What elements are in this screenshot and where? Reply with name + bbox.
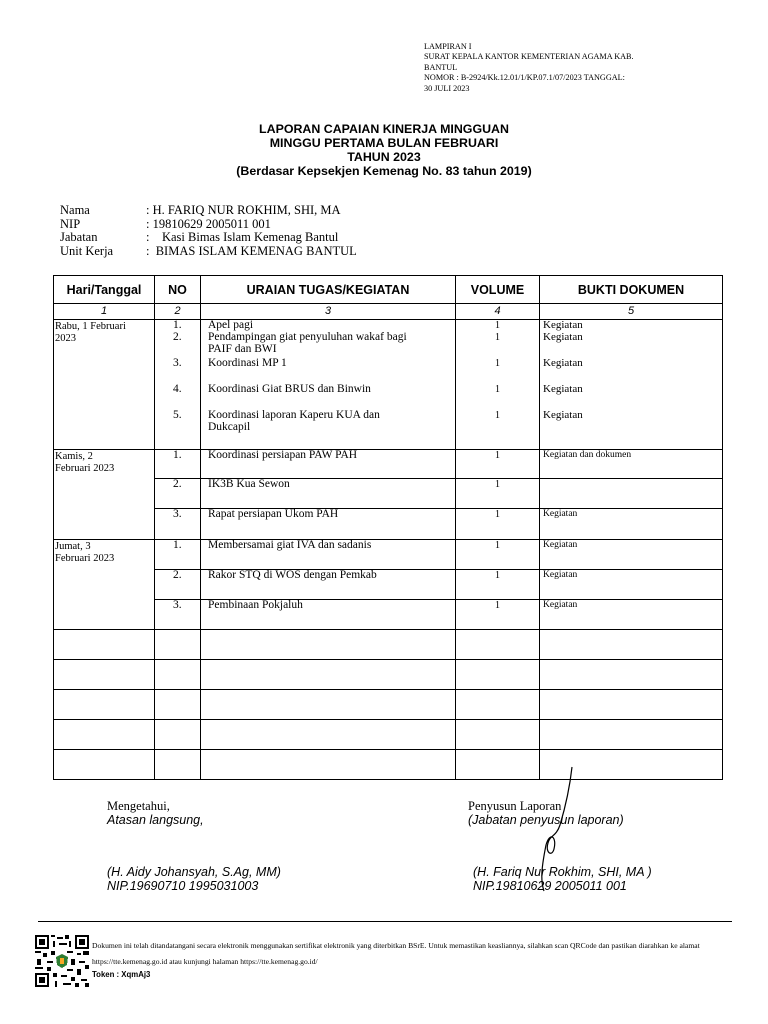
- sign-left-name: (H. Aidy Johansyah, S.Ag, MM): [107, 865, 281, 879]
- header-bukti: BUKTI DOKUMEN: [540, 276, 723, 304]
- signature-block-left: [107, 799, 204, 827]
- table-row: [54, 570, 723, 600]
- task-cell: Rapat persiapan Ukom PAH: [201, 509, 456, 540]
- no-item: 5.: [173, 409, 182, 421]
- column-number: 1: [54, 304, 155, 320]
- table-row: [54, 479, 723, 509]
- footer-divider: [38, 921, 732, 922]
- task-item: Koordinasi Giat BRUS dan Binwin: [208, 383, 371, 395]
- day-cell: Jumat, 3 Februari 2023: [54, 540, 155, 630]
- bukti-item: Kegiatan: [543, 357, 583, 369]
- empty-row: [54, 750, 723, 780]
- column-number-row: [54, 304, 723, 320]
- volume-item: 1: [495, 410, 500, 421]
- task-cell: Rakor STQ di WOS dengan Pemkab: [201, 570, 456, 600]
- lampiran-line: 30 JULI 2023: [424, 83, 470, 93]
- volume-cell: 1: [456, 600, 540, 630]
- bukti-cell: Kegiatan: [540, 600, 723, 630]
- bukti-cell: Kegiatan dan dokumen: [540, 450, 723, 479]
- signer-right: [473, 865, 652, 893]
- lampiran-line: LAMPIRAN I: [424, 42, 472, 51]
- no-cell: 1.: [155, 450, 201, 479]
- sign-right-role: (Jabatan penyusun laporan): [468, 813, 624, 827]
- empty-row: [54, 720, 723, 750]
- header-volume: VOLUME: [456, 276, 540, 304]
- task-item: Koordinasi laporan Kaperu KUA dan Dukcapil: [208, 409, 380, 433]
- volume-cell: 1: [456, 540, 540, 570]
- empty-row: [54, 690, 723, 720]
- lampiran-line: SURAT KEPALA KANTOR KEMENTERIAN AGAMA KAB.: [424, 52, 634, 62]
- report-title: [0, 122, 768, 178]
- identity-value: : 19810629 2005011 001: [146, 216, 271, 231]
- identity-label: Unit Kerja: [60, 243, 114, 258]
- column-number: 2: [155, 304, 201, 320]
- signer-left: [107, 865, 281, 893]
- task-cell: Membersamai giat IVA dan sadanis: [201, 540, 456, 570]
- column-number: 3: [201, 304, 456, 320]
- volume-cell: 1: [456, 450, 540, 479]
- no-item: 1.: [173, 319, 182, 331]
- empty-row: [54, 660, 723, 690]
- header-no: NO: [155, 276, 201, 304]
- volume-cell: 1: [456, 570, 540, 600]
- sign-left-role: Atasan langsung,: [107, 813, 204, 827]
- bukti-cell: Kegiatan: [540, 570, 723, 600]
- volume-cell: [456, 320, 540, 450]
- table-row: [54, 450, 723, 479]
- task-item: Apel pagi: [208, 319, 254, 331]
- title-line: TAHUN 2023: [347, 150, 421, 164]
- identity-label: NIP: [60, 216, 81, 231]
- title-line: MINGGU PERTAMA BULAN FEBRUARI: [269, 136, 499, 150]
- task-item: Pendampingan giat penyuluhan wakaf bagi PAIF dan BWI: [208, 331, 407, 355]
- sign-left-label: Mengetahui,: [107, 799, 170, 813]
- identity-value: : Kasi Bimas Islam Kemenag Bantul: [146, 230, 339, 244]
- sign-right-name: (H. Fariq Nur Rokhim, SHI, MA ): [473, 865, 652, 879]
- volume-item: 1: [495, 320, 500, 331]
- no-item: 3.: [173, 357, 182, 369]
- bukti-item: Kegiatan: [543, 331, 583, 343]
- identity-value: : H. FARIQ NUR ROKHIM, SHI, MA: [146, 203, 341, 217]
- bukti-cell: [540, 479, 723, 509]
- identity-value: : BIMAS ISLAM KEMENAG BANTUL: [146, 243, 357, 258]
- lampiran-line: BANTUL: [424, 62, 458, 72]
- table-row: [54, 320, 723, 450]
- volume-item: 1: [495, 332, 500, 343]
- bukti-cell: Kegiatan: [540, 509, 723, 540]
- task-cell: Koordinasi persiapan PAW PAH: [201, 450, 456, 479]
- no-cell: [155, 320, 201, 450]
- no-cell: 2.: [155, 570, 201, 600]
- bukti-item: Kegiatan: [543, 409, 583, 421]
- task-cell: [201, 320, 456, 450]
- task-table: [53, 275, 723, 780]
- header-hari-tanggal: Hari/Tanggal: [54, 276, 155, 304]
- qr-code-icon: [35, 935, 89, 987]
- header-uraian: URAIAN TUGAS/KEGIATAN: [201, 276, 456, 304]
- no-cell: 3.: [155, 600, 201, 630]
- column-number: 4: [456, 304, 540, 320]
- volume-cell: 1: [456, 479, 540, 509]
- table-row: [54, 509, 723, 540]
- task-cell: IK3B Kua Sewon: [201, 479, 456, 509]
- column-number: 5: [540, 304, 723, 320]
- identity-label: Nama: [60, 203, 90, 217]
- footer-note: Dokumen ini telah ditandatangani secara elektronik menggunakan sertifikat elektronik yang diterbitkan BSrE. Untuk memastikan keasliannya, silahkan scan QRCode dan pastikan diarahkan ke alamat https://tte.kemenag.go.id atau kunjungi halaman https://tte.kemenag.go.id/: [92, 941, 700, 966]
- volume-item: 1: [495, 384, 500, 395]
- table-row: [54, 540, 723, 570]
- no-cell: 3.: [155, 509, 201, 540]
- task-item: Koordinasi MP 1: [208, 357, 287, 369]
- lampiran-line: NOMOR : B-2924/Kk.12.01/1/KP.07.1/07/2023 TANGGAL:: [424, 73, 625, 83]
- bukti-cell: Kegiatan: [540, 540, 723, 570]
- bukti-item: Kegiatan: [543, 383, 583, 395]
- empty-row: [54, 630, 723, 660]
- no-cell: 1.: [155, 540, 201, 570]
- title-line: LAPORAN CAPAIAN KINERJA MINGGUAN: [259, 122, 509, 136]
- sign-right-label: Penyusun Laporan: [468, 799, 562, 813]
- no-item: 4.: [173, 383, 182, 395]
- day-cell: Kamis, 2 Februari 2023: [54, 450, 155, 540]
- day-cell: Rabu, 1 Februari 2023: [54, 320, 155, 450]
- no-cell: 2.: [155, 479, 201, 509]
- task-cell: Pembinaan Pokjaluh: [201, 600, 456, 630]
- sign-left-nip: NIP.19690710 1995031003: [107, 879, 259, 893]
- volume-cell: 1: [456, 509, 540, 540]
- identity-label: Jabatan: [60, 230, 98, 244]
- volume-item: 1: [495, 358, 500, 369]
- table-row: [54, 600, 723, 630]
- table-header-row: [54, 276, 723, 304]
- bukti-cell: [540, 320, 723, 450]
- lampiran-header: [424, 42, 634, 94]
- sign-right-nip: NIP.19810629 2005011 001: [473, 879, 627, 893]
- no-item: 2.: [173, 331, 182, 343]
- title-line: (Berdasar Kepsekjen Kemenag No. 83 tahun 2019): [236, 164, 532, 178]
- token-label: Token : XqmAj3: [92, 970, 151, 979]
- bukti-item: Kegiatan: [543, 319, 583, 331]
